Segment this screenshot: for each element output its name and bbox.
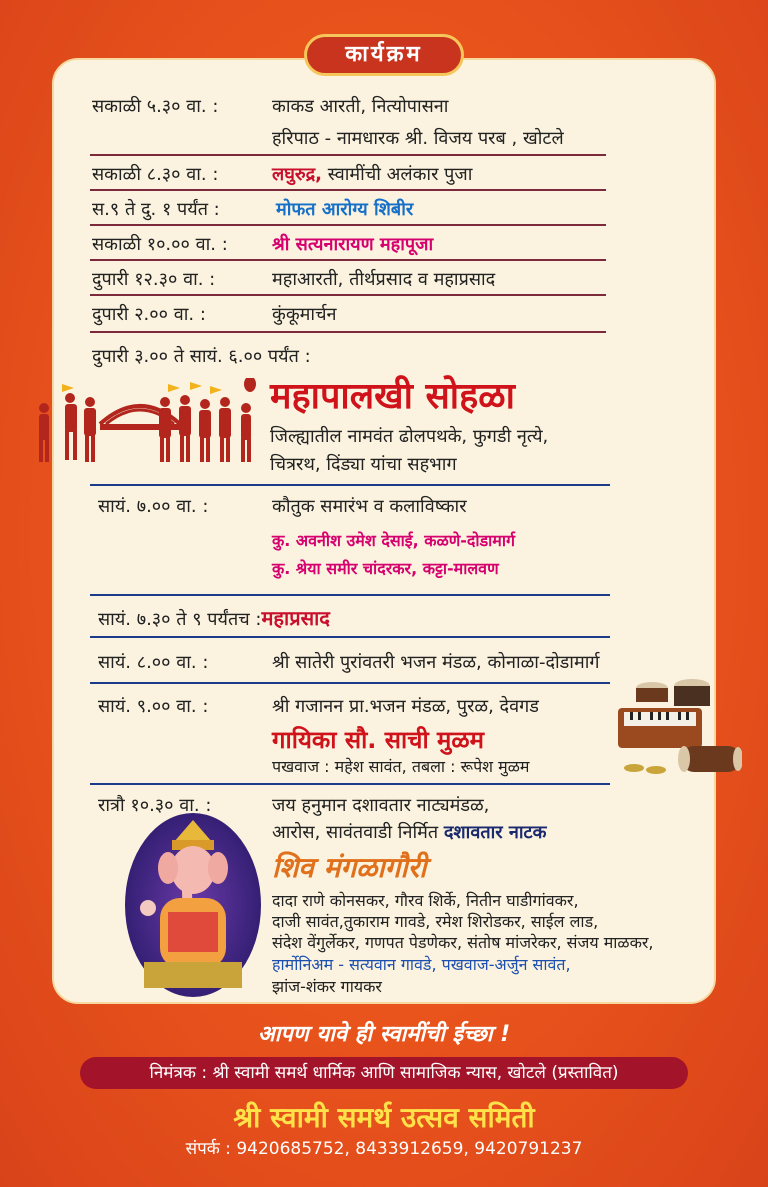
kautuk-title: कौतुक समारंभ व कलाविष्कार [272,496,467,517]
natak-title: शिव मंगळागौरी [272,851,427,884]
natak-type: दशावतार नाटक [443,822,547,843]
row-time: दुपारी २.०० वा. : [92,304,206,325]
palkhi-time: दुपारी ३.०० ते सायं. ६.०० पर्यंत : [92,346,311,367]
row-time: सकाळी ८.३० वा. : [92,164,219,185]
cast-line: संदेश वेंगुर्लेकर, गणपत पेडणेकर, संतोष मांजरेकर, संजय माळकर, [272,933,654,952]
divider [90,636,610,638]
contact-numbers: संपर्क : 9420685752, 8433912659, 9420791237 [185,1139,583,1159]
invitation-wish: आपण यावे ही स्वामींची ईच्छा ! [257,1022,511,1047]
divider [90,224,606,226]
row-text [272,162,472,186]
natak-line: जय हनुमान दशावतार नाट्यमंडळ, [272,795,490,816]
row-time: दुपारी १२.३० वा. : [92,269,216,290]
cast-line: झांज-शंकर गायकर [272,977,382,996]
host-bar: निमंत्रक : श्री स्वामी समर्थ धार्मिक आणि सामाजिक न्यास, खोटले (प्रस्तावित) [80,1057,688,1089]
bhajan-time: सायं. ८.०० वा. : [98,652,209,673]
kautuk-time: सायं. ७.०० वा. : [98,496,209,517]
row-highlight: लघुरुद्र, [272,164,323,185]
row-text: महाआरती, तीर्थप्रसाद व महाप्रसाद [272,269,496,290]
palkhi-title: महापालखी सोहळा [270,376,515,417]
cast-line: हार्मोनिअम - सत्यवान गावडे, पखवाज-अर्जुन सावंत, [272,955,571,974]
row-text: काकड आरती, नित्योपासना [272,96,449,117]
divider [90,682,610,684]
divider [90,594,610,596]
bhajan-time: सायं. ९.०० वा. : [98,696,209,717]
bhajan-text: श्री गजानन प्रा.भजन मंडळ, पुरळ, देवगड [272,696,539,717]
row-time: सकाळी ५.३० वा. : [92,96,219,117]
committee-name: श्री स्वामी समर्थ उत्सव समिती [233,1101,535,1134]
singer-name: गायिका सौ. साची मुळम [272,726,484,754]
row-highlight: मोफत आरोग्य शिबीर [276,199,414,220]
ganesh-idol-image [124,812,262,998]
kautuk-participant: कु. अवनीश उमेश देसाई, कळणे-दोडामार्ग [272,531,515,550]
row-time: स.९ ते दु. १ पर्यंत : [92,199,220,220]
divider [90,484,610,486]
palkhi-line: जिल्ह्यातील नामवंत ढोलपथके, फुगडी नृत्ये, [270,426,549,447]
divider [90,259,606,261]
cast-line: दाजी सावंत,तुकाराम गावडे, रमेश शिरोडकर, साईल लाड, [272,912,599,931]
program-title: कार्यक्रम [304,34,464,76]
row-time: सकाळी १०.०० वा. : [92,234,228,255]
divider [90,294,606,296]
row-rest: स्वामींची अलंकार पुजा [322,164,473,185]
row-text: कुंकूमार्चन [272,304,337,325]
mahaprasad-highlight: महाप्रसाद [261,606,330,630]
row-highlight: श्री सत्यनारायण महापूजा [272,234,434,255]
kautuk-participant: कु. श्रेया समीर चांदरकर, कट्टा-मालवण [272,559,499,578]
row-text: हरिपाठ - नामधारक श्री. विजय परब , खोटले [272,128,564,149]
instruments-illustration [612,676,742,780]
palkhi-procession-illustration [30,378,262,470]
divider [90,189,606,191]
palkhi-line: चित्ररथ, दिंड्या यांचा सहभाग [270,454,457,475]
divider [90,331,606,333]
mahaprasad-time: सायं. ७.३० ते ९ पर्यंतच :महाप्रसाद [98,606,330,630]
natak-line: आरोस, सावंतवाडी निर्मित दशावतार नाटक [272,822,547,843]
divider [90,783,610,785]
cast-line: दादा राणे कोनसकर, गौरव शिर्के, नितीन घाडीगांवकर, [272,891,579,910]
bhajan-text: श्री सातेरी पुरांवतरी भजन मंडळ, कोनाळा-दोडामार्ग [272,652,600,673]
accompanists: पखवाज : महेश सावंत, तबला : रूपेश मुळम [272,757,530,776]
divider [90,154,606,156]
natak-time: रात्रौ १०.३० वा. : [98,795,212,816]
